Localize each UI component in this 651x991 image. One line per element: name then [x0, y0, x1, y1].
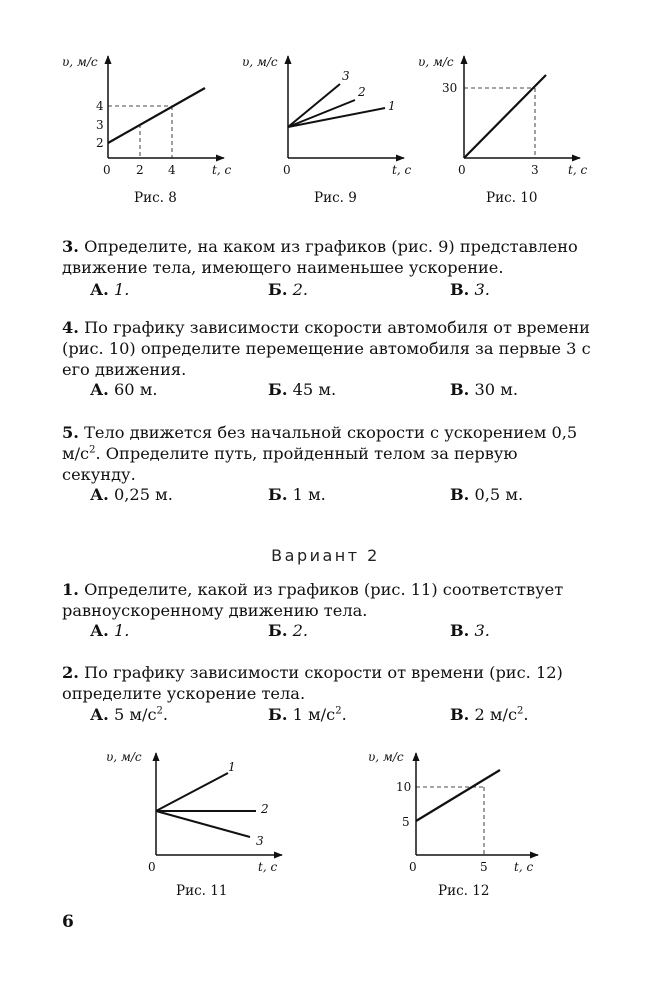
question-text-cont: . Определите путь, пройденный телом за первую секунду. — [62, 444, 518, 484]
x-axis-label: t, с — [568, 163, 588, 177]
question-number: 2. — [62, 663, 79, 682]
line-label: 2 — [261, 802, 269, 816]
question-text: Определите, какой из графиков (рис. 11) соответствует равноускоренному движению тела. — [62, 580, 564, 620]
x-axis-label: t, с — [392, 163, 412, 177]
answer-option-b: Б. 1 $м/с^2$. — [268, 705, 347, 724]
graph-line-1 — [288, 108, 385, 127]
graph-line — [464, 75, 546, 158]
figure-9-graph — [240, 50, 420, 210]
answer-option-c: В. 2 $м/с^2$. — [450, 705, 529, 724]
graph-line-1 — [156, 773, 228, 811]
figure-12 — [368, 745, 558, 915]
answer-option-c: В. 3. — [450, 621, 490, 640]
line-label: 2 — [358, 85, 366, 99]
page-number: 6 — [62, 912, 74, 932]
answer-option-a: А. 60 м. — [90, 380, 158, 399]
question-5 — [62, 422, 592, 485]
y-tick-label: 5 — [402, 815, 410, 829]
question-4 — [62, 317, 592, 380]
figure-10 — [418, 50, 598, 210]
answer-options — [62, 280, 592, 302]
question-text: По графику зависимости скорости автомобиля от времени (рис. 10) определите перемещение автомобиля за первые 3 с его движения. — [62, 318, 591, 379]
figure-caption: Рис. 9 — [314, 190, 357, 206]
y-tick-label: 10 — [396, 780, 412, 794]
x-tick-label: 4 — [168, 163, 176, 177]
answer-options — [62, 380, 592, 402]
figure-8 — [60, 50, 240, 210]
x-axis-label: t, с — [212, 163, 232, 177]
line-label: 1 — [228, 760, 236, 774]
answer-option-b: Б. 1 м. — [268, 485, 326, 504]
origin-label: 0 — [148, 860, 156, 874]
question-3 — [62, 236, 592, 278]
y-axis-label: υ, м/с — [106, 750, 142, 764]
x-tick-label: 3 — [531, 163, 539, 177]
question-v2-1 — [62, 579, 592, 621]
superscript: 2 — [89, 444, 96, 456]
question-number: 4. — [62, 318, 79, 337]
answer-option-c: В. 0,5 м. — [450, 485, 524, 504]
question-text: Тело движется без начальной скорости с ускорением 0,5 м/с — [62, 423, 578, 463]
answer-option-a: А. 1. — [90, 621, 130, 640]
x-axis-label: t, с — [514, 860, 534, 874]
graph-line-2 — [288, 100, 355, 127]
figure-10-graph — [418, 50, 598, 210]
figure-caption: Рис. 11 — [176, 883, 228, 899]
graph-line-3 — [156, 811, 250, 837]
line-label: 1 — [388, 99, 396, 113]
y-tick-label: 4 — [96, 99, 104, 113]
line-label: 3 — [342, 69, 350, 83]
answer-options — [62, 705, 592, 727]
line-label: 3 — [256, 834, 264, 848]
y-axis-label: υ, м/с — [368, 750, 404, 764]
question-v2-2 — [62, 662, 592, 704]
graph-line-3 — [288, 84, 340, 127]
question-number: 3. — [62, 237, 79, 256]
question-number: 1. — [62, 580, 79, 599]
figure-caption: Рис. 8 — [134, 190, 177, 206]
question-text: По графику зависимости скорости от времени (рис. 12) определите ускорение тела. — [62, 663, 563, 703]
origin-label: 0 — [283, 163, 291, 177]
answer-option-b: Б. 2. — [268, 280, 309, 299]
figure-caption: Рис. 12 — [438, 883, 490, 899]
y-tick-label: 2 — [96, 136, 104, 150]
figure-9 — [240, 50, 420, 210]
x-tick-label: 2 — [136, 163, 144, 177]
answer-option-b: Б. 45 м. — [268, 380, 337, 399]
variant-heading: Вариант 2 — [271, 546, 380, 565]
answer-option-a: А. 1. — [90, 280, 130, 299]
answer-options — [62, 485, 592, 507]
answer-option-a: А. 0,25 м. — [90, 485, 173, 504]
graph-line — [416, 770, 500, 821]
answer-option-c: В. 3. — [450, 280, 490, 299]
figure-11 — [106, 745, 296, 915]
graph-line — [108, 88, 205, 143]
origin-label: 0 — [458, 163, 466, 177]
question-text: Определите, на каком из графиков (рис. 9) представлено движение тела, имеющего наименьшее ускорение. — [62, 237, 578, 277]
figure-caption: Рис. 10 — [486, 190, 538, 206]
y-axis-label: υ, м/с — [62, 55, 98, 69]
figure-8-graph — [60, 50, 240, 210]
y-axis-label: υ, м/с — [418, 55, 454, 69]
answer-option-b: Б. 2. — [268, 621, 309, 640]
x-tick-label: 5 — [480, 860, 488, 874]
origin-label: 0 — [103, 163, 111, 177]
x-axis-label: t, с — [258, 860, 278, 874]
y-axis-label: υ, м/с — [242, 55, 278, 69]
answer-options — [62, 621, 592, 643]
origin-label: 0 — [409, 860, 417, 874]
y-tick-label: 3 — [96, 118, 104, 132]
question-number: 5. — [62, 423, 79, 442]
answer-option-c: В. 30 м. — [450, 380, 518, 399]
answer-option-a: А. 5 $м/с^2$. — [90, 705, 169, 724]
y-tick-label: 30 — [442, 81, 458, 95]
